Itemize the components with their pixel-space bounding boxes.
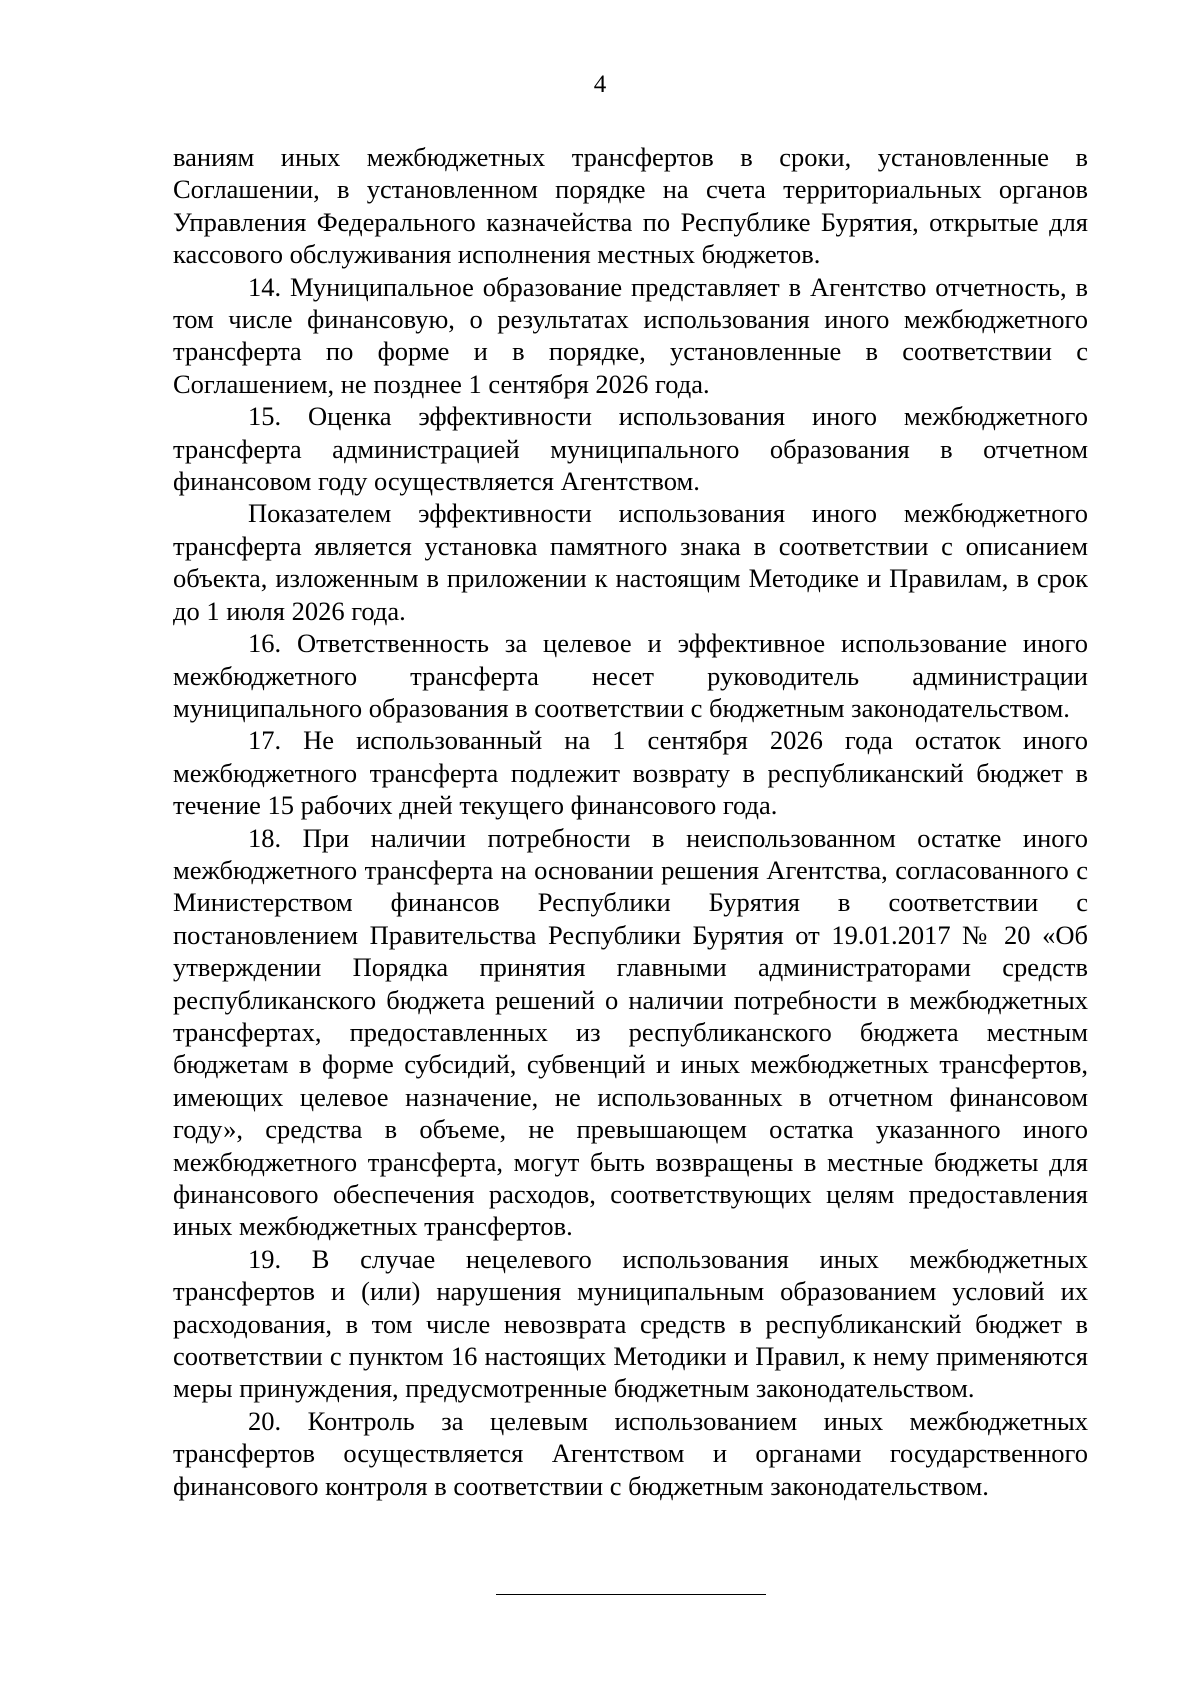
paragraph-item-20: 20. Контроль за целевым использованием иных межбюджетных трансфертов осуществляется Агентством и органами государственного финансового контроля в соответствии с бюджетным законодательством. [173, 1405, 1088, 1501]
paragraph-efficiency-indicator: Показателем эффективности использования иного межбюджетного трансферта является установка памятного знака в соответствии с описанием объекта, изложенным в приложении к настоящим Методике и Правилам, в срок до 1 июля 2026 года. [173, 498, 1088, 626]
paragraph-item-19: 19. В случае нецелевого использования иных межбюджетных трансфертов и (или) нарушения муниципальным образованием условий их расходования, в том числе невозврата средств в республиканский бюджет в соответствии с пунктом 16 настоящих Методики и Правил, к нему применяются меры принуждения, предусмотренные бюджетным законодательством. [173, 1243, 1088, 1404]
paragraph-continuation: ваниям иных межбюджетных трансфертов в сроки, установленные в Соглашении, в установленном порядке на счета территориальных органов Управления Федерального казначейства по Республике Бурятия, открытые для кассового обслуживания исполнения местных бюджетов. [173, 142, 1088, 270]
end-of-document-line [496, 1594, 766, 1595]
paragraph-item-18: 18. При наличии потребности в неиспользованном остатке иного межбюджетного трансферта на основании решения Агентства, согласованного с Министерством финансов Республики Бурятия в соответствии с постановлением Правительства Республики Бурятия от 19.01.2017 № 20 «Об утверждении Порядка принятия главными администраторами средств республиканского бюджета решений о наличии потребности в межбюджетных трансфертах, предоставленных из республиканского бюджета местным бюджетам в форме субсидий, субвенций и иных межбюджетных трансфертов, имеющих целевое назначение, не использованных в отчетном финансовом году», средства в объеме, не превышающем остатка указанного иного межбюджетного трансферта, могут быть возвращены в местные бюджеты для финансового обеспечения расходов, соответствующих целям предоставления иных межбюджетных трансфертов. [173, 822, 1088, 1242]
paragraph-item-16: 16. Ответственность за целевое и эффективное использование иного межбюджетного трансферта несет руководитель администрации муниципального образования в соответствии с бюджетным законодательством. [173, 628, 1088, 723]
document-body [173, 141, 1088, 1502]
paragraph-item-14: 14. Муниципальное образование представляет в Агентство отчетность, в том числе финансовую, о результатах использования иного межбюджетного трансферта по форме и в порядке, установленные в соответствии с Соглашением, не позднее 1 сентября 2026 года. [173, 271, 1088, 399]
paragraph-item-17: 17. Не использованный на 1 сентября 2026 года остаток иного межбюджетного трансферта подлежит возврату в республиканский бюджет в течение 15 рабочих дней текущего финансового года. [173, 725, 1088, 821]
paragraph-item-15: 15. Оценка эффективности использования иного межбюджетного трансферта администрацией муниципального образования в отчетном финансовом году осуществляется Агентством. [173, 401, 1088, 497]
page-number: 4 [593, 71, 607, 98]
